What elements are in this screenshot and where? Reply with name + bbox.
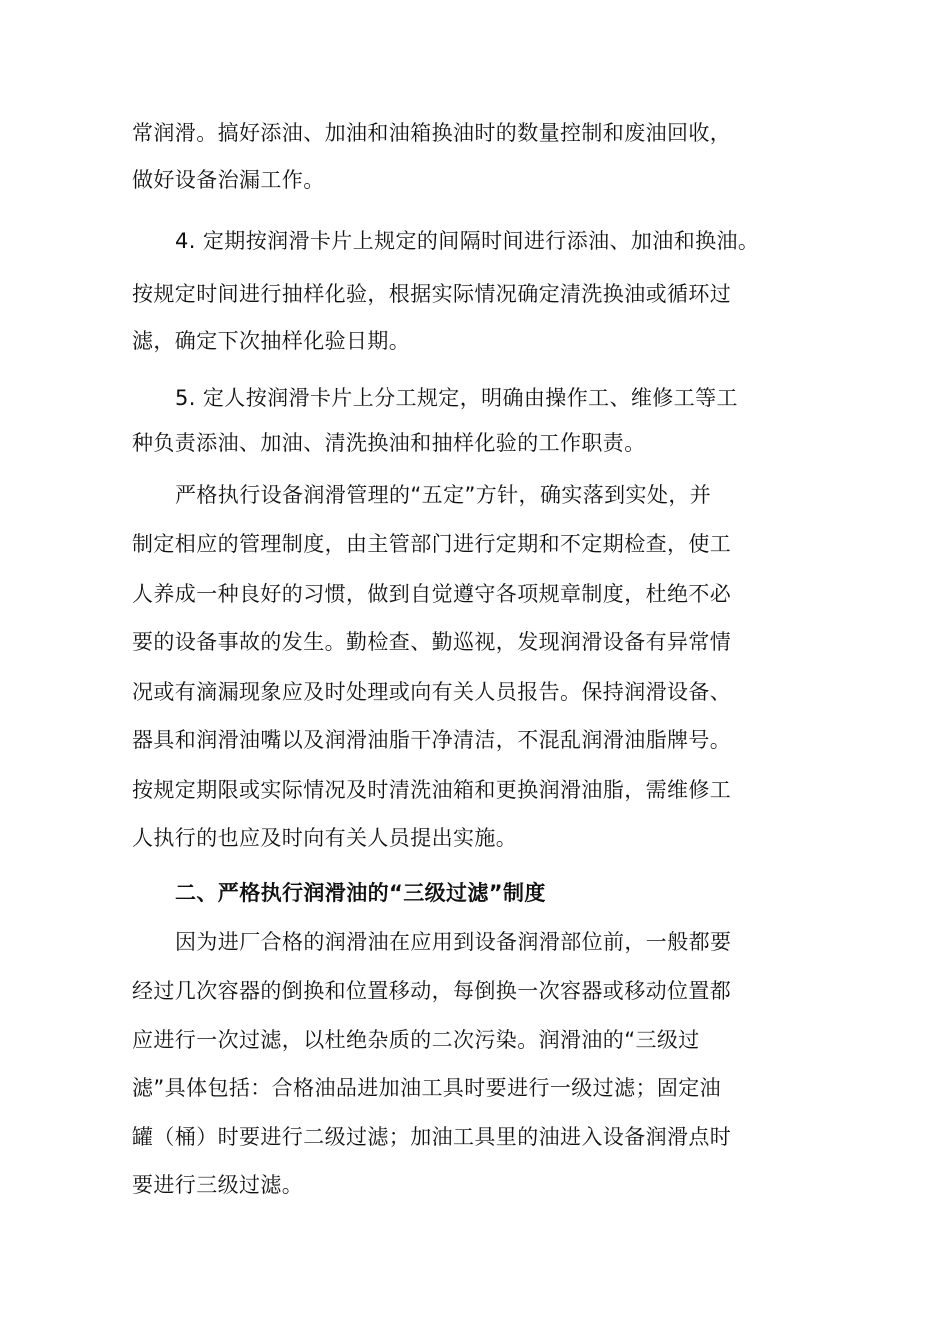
paragraph-line: 要的设备事故的发生。勤检查、勤巡视，发现润滑设备有异常情 bbox=[132, 630, 732, 654]
list-item-4-line: 滤，确定下次抽样化验日期。 bbox=[132, 329, 411, 353]
paragraph-line: 罐（桶）时要进行二级过滤；加油工具里的油进入设备润滑点时 bbox=[132, 1125, 732, 1149]
paragraph-line: 经过几次容器的倒换和位置移动，每倒换一次容器或移动位置都 bbox=[132, 979, 732, 1003]
paragraph-line: 制定相应的管理制度，由主管部门进行定期和不定期检查，使工 bbox=[132, 532, 732, 556]
list-item-4-line: 按规定时间进行抽样化验，根据实际情况确定清洗换油或循环过 bbox=[132, 282, 732, 306]
text-line: 常润滑。搞好添油、加油和油箱换油时的数量控制和废油回收， bbox=[132, 121, 732, 145]
paragraph-line: 滤”具体包括：合格油品进加油工具时要进行一级过滤；固定油 bbox=[132, 1076, 722, 1100]
list-item-4-line: 4. 定期按润滑卡片上规定的间隔时间进行添油、加油和换油。 bbox=[175, 229, 760, 253]
paragraph-line: 按规定期限或实际情况及时清洗油箱和更换润滑油脂，需维修工 bbox=[132, 778, 732, 802]
list-item-5-line: 种负责添油、加油、清洗换油和抽样化验的工作职责。 bbox=[132, 431, 646, 455]
text-line: 做好设备治漏工作。 bbox=[132, 168, 325, 192]
section-heading: 二、严格执行润滑油的“三级过滤”制度 bbox=[175, 881, 546, 905]
paragraph-line: 要进行三级过滤。 bbox=[132, 1173, 304, 1197]
list-item-5-line: 5. 定人按润滑卡片上分工规定，明确由操作工、维修工等工 bbox=[175, 386, 738, 410]
paragraph-line: 严格执行设备润滑管理的“五定”方针，确实落到实处，并 bbox=[175, 483, 712, 507]
paragraph-line: 人执行的也应及时向有关人员提出实施。 bbox=[132, 826, 518, 850]
paragraph-line: 因为进厂合格的润滑油在应用到设备润滑部位前，一般都要 bbox=[175, 930, 732, 954]
paragraph-line: 况或有滴漏现象应及时处理或向有关人员报告。保持润滑设备、 bbox=[132, 680, 732, 704]
paragraph-line: 应进行一次过滤，以杜绝杂质的二次污染。润滑油的“三级过 bbox=[132, 1028, 700, 1052]
paragraph-line: 器具和润滑油嘴以及润滑油脂干净清洁，不混乱润滑油脂牌号。 bbox=[132, 728, 732, 752]
paragraph-line: 人养成一种良好的习惯，做到自觉遵守各项规章制度，杜绝不必 bbox=[132, 582, 732, 606]
